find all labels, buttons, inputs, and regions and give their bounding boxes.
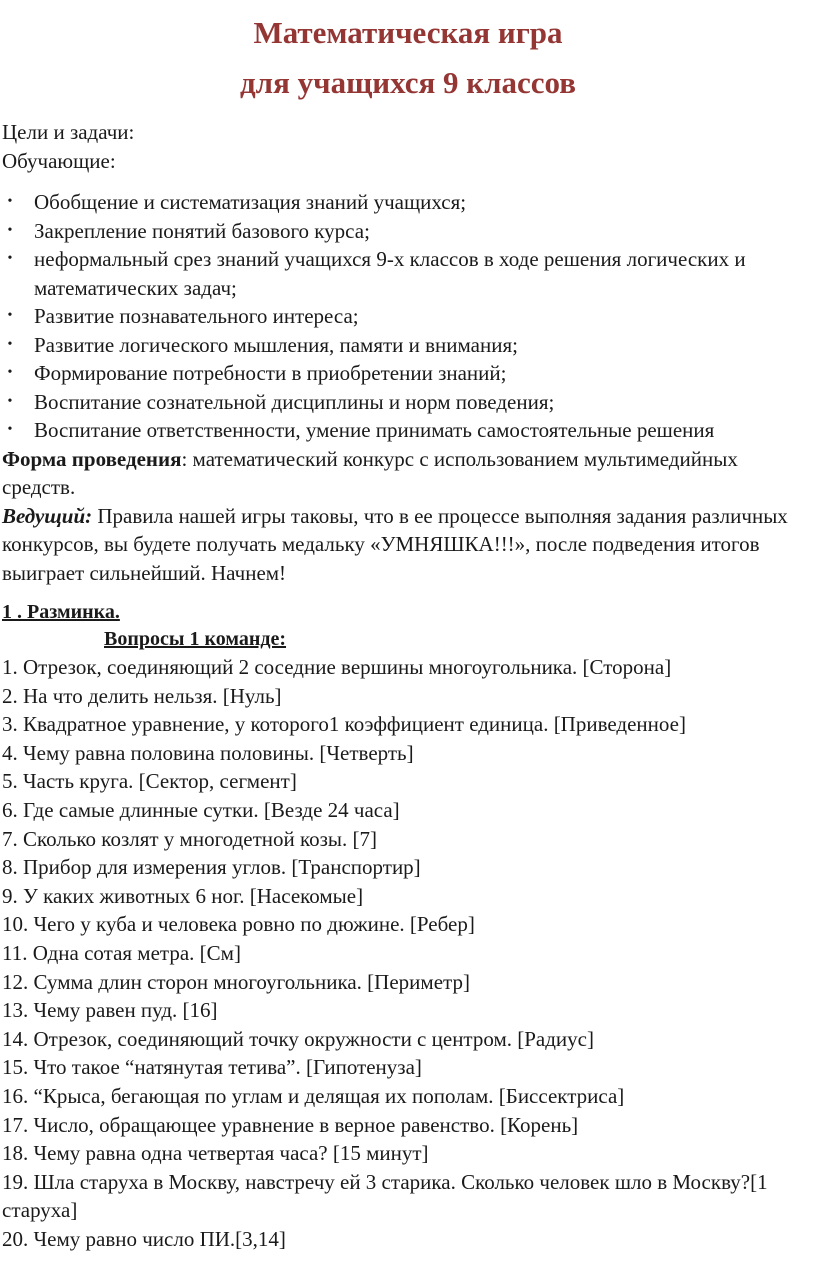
bullet-icon: •: [7, 336, 13, 352]
form-label: Форма проведения: [2, 446, 182, 471]
goal-item: • неформальный срез знаний учащихся 9-х классов в ходе решения логических и математических задач;: [0, 245, 816, 302]
goal-item: • Формирование потребности в приобретении знаний;: [0, 359, 816, 388]
goals-label: Цели и задачи:: [2, 120, 135, 144]
page-title-line-2: для учащихся 9 классов: [240, 65, 576, 100]
question-item: 14. Отрезок, соединяющий точку окружности с центром. [Радиус]: [2, 1026, 594, 1051]
question-item: 9. У каких животных 6 ног. [Насекомые]: [2, 883, 364, 908]
question-item: 19. Шла старуха в Москву, навстречу ей 3 старика. Сколько человек шло в Москву?[1 старуха]: [2, 1169, 768, 1223]
section-subheading: Вопросы 1 команде:: [104, 628, 287, 650]
questions-list: [0, 653, 816, 1253]
page-title-line-1: Математическая игра: [253, 15, 563, 50]
question-item: 6. Где самые длинные сутки. [Везде 24 часа]: [2, 797, 400, 822]
question-item: 7. Сколько козлят у многодетной козы. [7]: [2, 826, 378, 851]
question-item: 5. Часть круга. [Сектор, сегмент]: [2, 769, 297, 794]
question-item: 12. Сумма длин сторон многоугольника. [Периметр]: [2, 969, 470, 994]
goal-item: • Воспитание ответственности, умение принимать самостоятельные решения: [0, 416, 816, 445]
bullet-icon: •: [7, 251, 13, 266]
question-item: 16. “Крыса, бегающая по углам и делящая их пополам. [Биссектриса]: [2, 1083, 625, 1108]
bullet-icon: •: [7, 365, 13, 380]
goal-item: • Обобщение и систематизация знаний учащихся;: [0, 188, 816, 217]
host-label: Ведущий:: [2, 503, 93, 528]
question-item: 4. Чему равна половина половины. [Четверть]: [2, 740, 414, 765]
question-item: 17. Число, обращающее уравнение в верное равенство. [Корень]: [2, 1112, 579, 1137]
question-item: 11. Одна сотая метра. [См]: [2, 940, 241, 965]
question-item: 20. Чему равно число ПИ.[3,14]: [2, 1226, 286, 1251]
bullet-icon: •: [7, 308, 13, 323]
question-item: 18. Чему равна одна четвертая часа? [15 минут]: [2, 1141, 429, 1166]
teaching-label: Обучающие:: [2, 149, 116, 173]
bullet-icon: •: [7, 194, 13, 209]
form-paragraph: [0, 445, 816, 502]
goals-list: [0, 188, 816, 445]
question-item: 1. Отрезок, соединяющий 2 соседние вершины многоугольника. [Сторона]: [2, 655, 672, 679]
question-item: 3. Квадратное уравнение, у которого1 коэффициент единица. [Приведенное]: [2, 712, 686, 737]
host-paragraph: [0, 502, 816, 588]
question-item: 13. Чему равен пуд. [16]: [2, 998, 218, 1023]
question-item: 10. Чего у куба и человека ровно по дюжине. [Ребер]: [2, 912, 475, 937]
bullet-icon: •: [7, 393, 13, 409]
question-item: 15. Что такое “натянутая тетива”. [Гипотенуза]: [2, 1055, 422, 1080]
section-heading: 1 . Разминка.: [2, 601, 120, 623]
question-item: 8. Прибор для измерения углов. [Транспортир]: [2, 855, 421, 880]
goal-item: • Развитие познавательного интереса;: [0, 302, 816, 331]
goal-item: • Воспитание сознательной дисциплины и норм поведения;: [0, 388, 816, 417]
bullet-icon: •: [7, 222, 13, 238]
bullet-icon: •: [7, 422, 13, 437]
form-text: : математический конкурс с использованием мультимедийных средств.: [2, 446, 738, 499]
host-text: Правила нашей игры таковы, что в ее процессе выполняя задания различных конкурсов, вы будете получать медальку «УМНЯШКА!!!», после подведения итогов выиграет сильнейший. Начнем!: [2, 503, 788, 585]
goal-item: • Развитие логического мышления, памяти и внимания;: [0, 331, 816, 360]
question-item: 2. На что делить нельзя. [Нуль]: [2, 683, 282, 708]
goal-item: • Закрепление понятий базового курса;: [0, 217, 816, 246]
